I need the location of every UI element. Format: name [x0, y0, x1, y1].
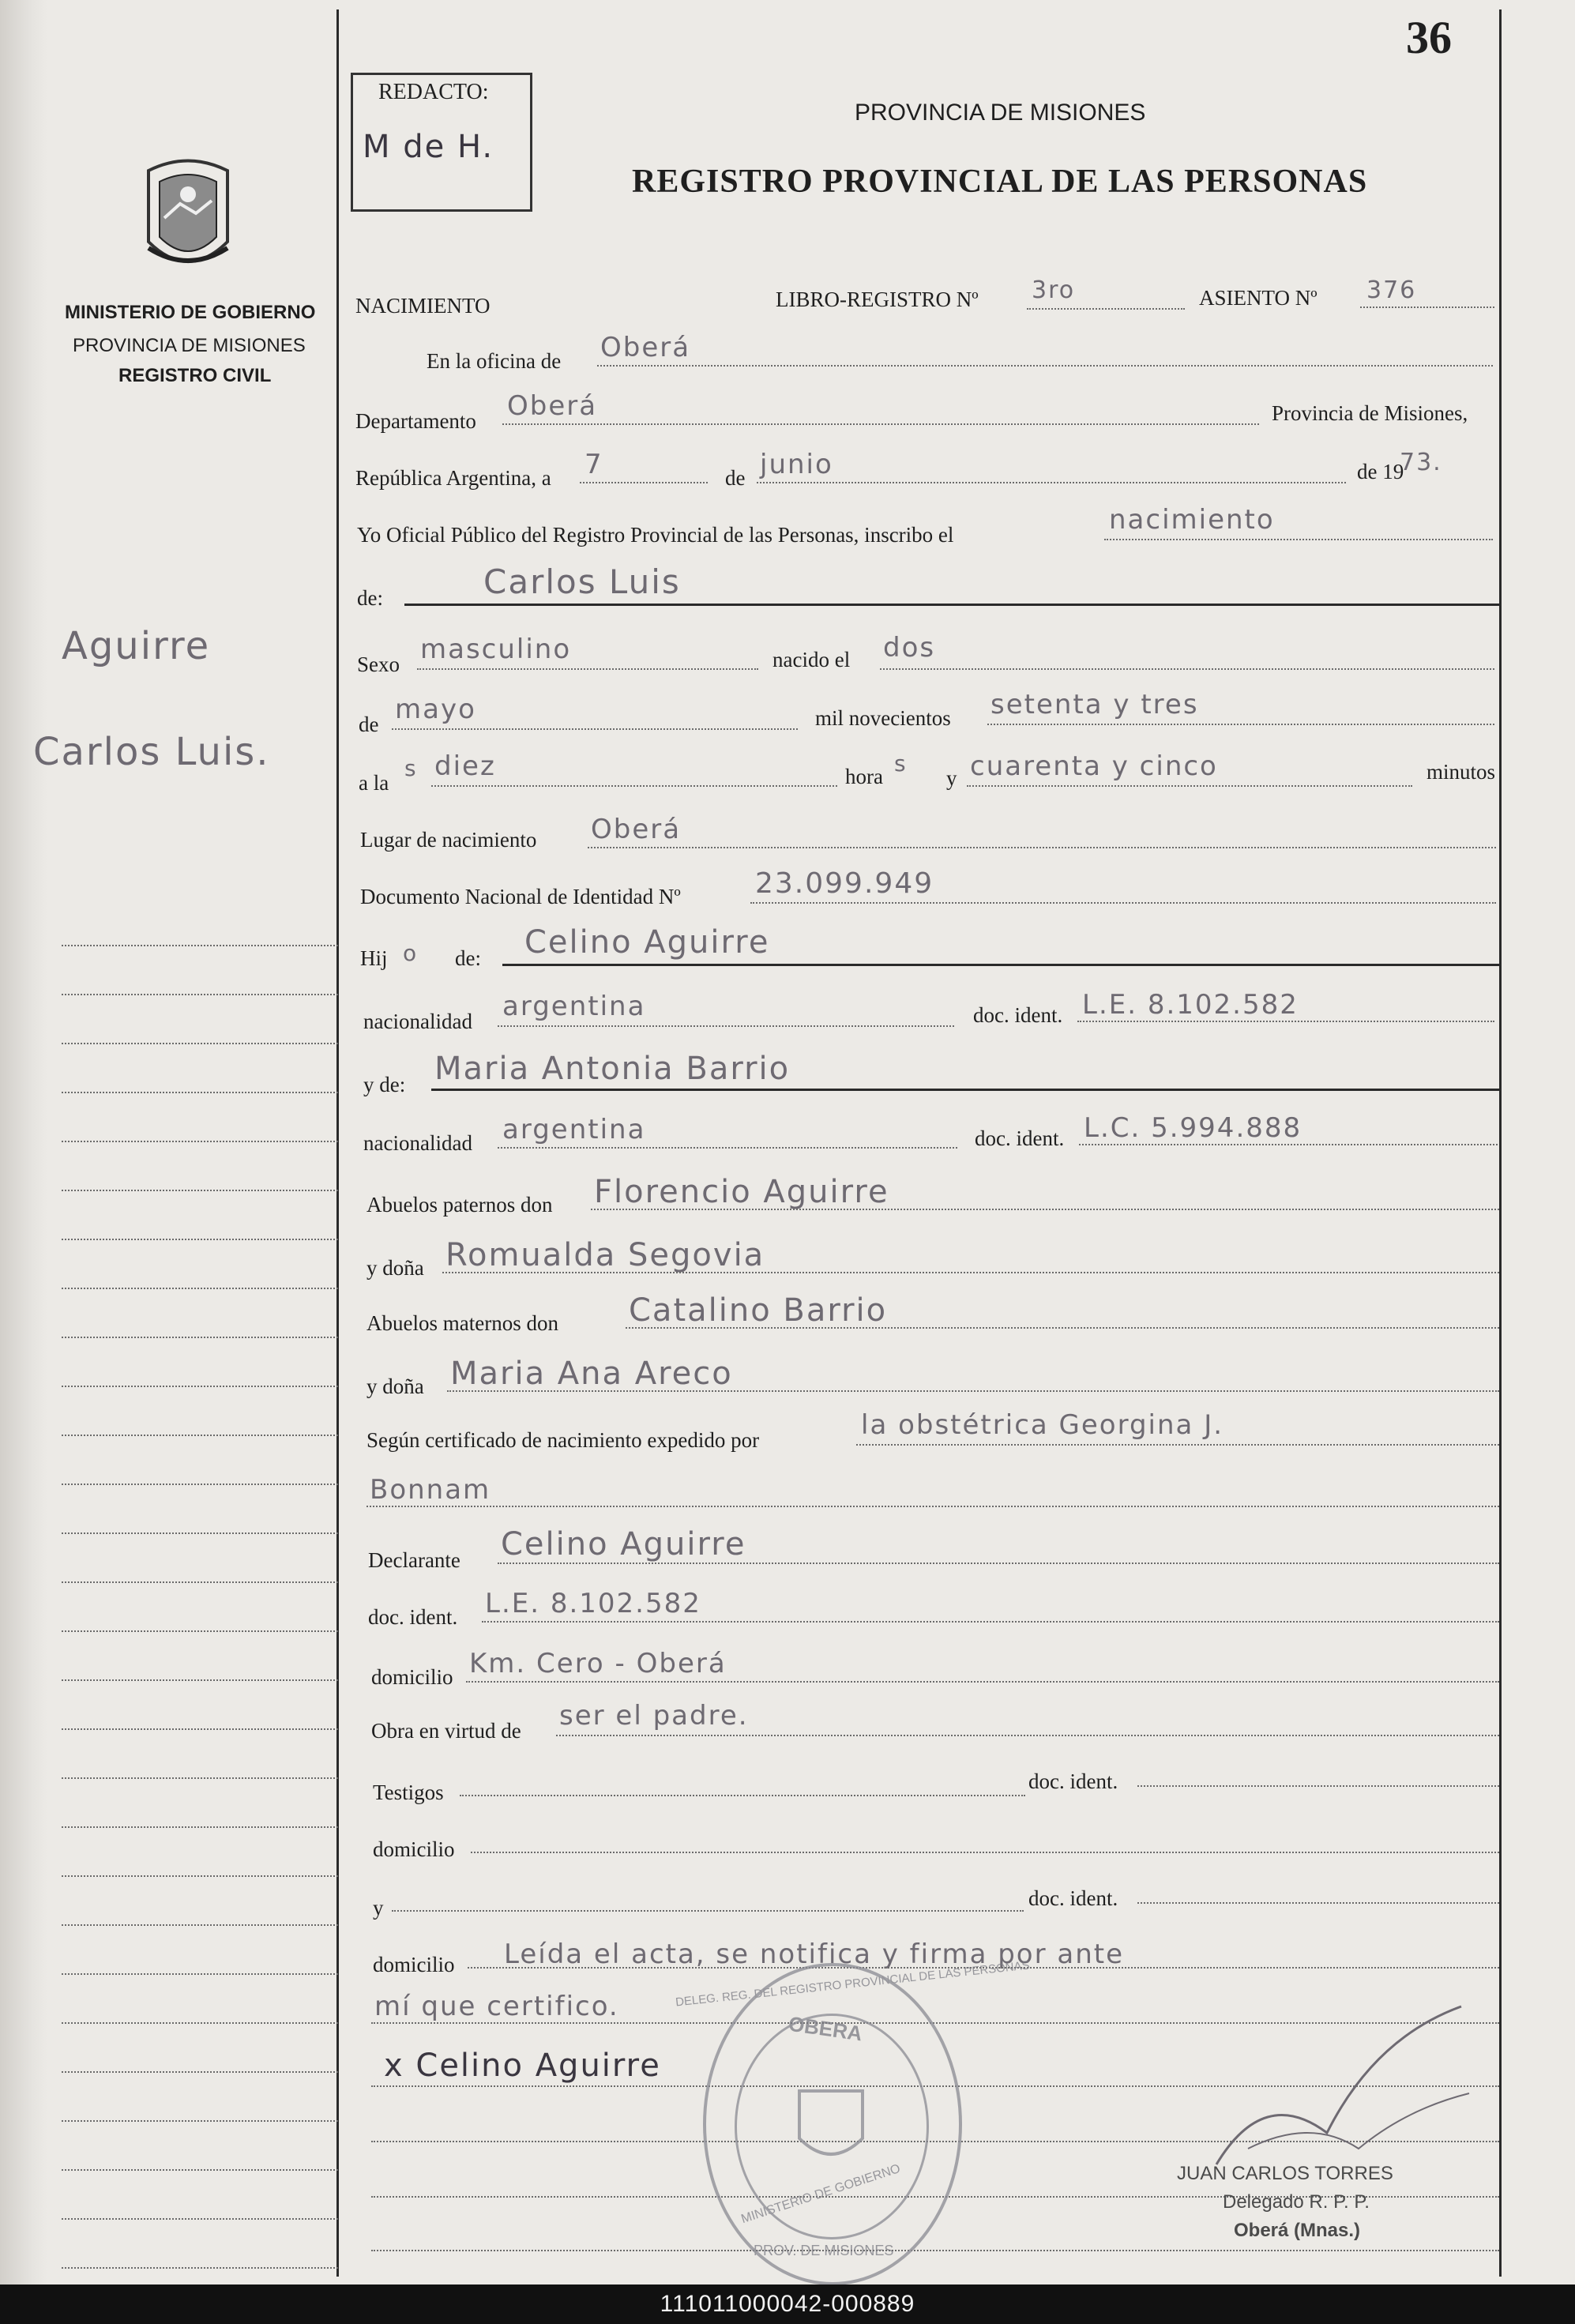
sidebar-ruled-line — [62, 1679, 338, 1681]
declarante-value: Celino Aguirre — [501, 1526, 746, 1562]
hijo-de-label: de: — [455, 946, 481, 970]
sidebar-ruled-line — [62, 1728, 338, 1730]
doct2-label: doc. ident. — [1028, 1886, 1118, 1910]
sidebar-ruled-line — [62, 2169, 338, 2171]
oficina-value: Oberá — [600, 332, 691, 363]
alas-suffix: s — [404, 755, 418, 781]
fill-line — [580, 482, 708, 483]
redacto-value: M de H. — [363, 129, 494, 165]
abpat-value: Florencio Aguirre — [594, 1174, 889, 1210]
anio-value: 73. — [1400, 449, 1442, 476]
minutos-value: cuarenta y cinco — [970, 750, 1218, 782]
declarante-label: Declarante — [368, 1548, 460, 1572]
redacto-box — [351, 73, 532, 212]
sidebar-ruled-line — [62, 1190, 338, 1191]
mes-value: junio — [760, 449, 833, 480]
de3-label: de — [359, 713, 379, 736]
fill-line — [1137, 1902, 1499, 1904]
horas-suffix: s — [894, 750, 908, 777]
dia-value: 7 — [585, 449, 603, 480]
cert-label: Según certificado de nacimiento expedido por — [366, 1428, 760, 1452]
de2-label: de: — [357, 586, 383, 610]
nac2-value: argentina — [502, 1114, 646, 1145]
sidebar-ruled-line — [62, 1141, 338, 1142]
nac1-value: argentina — [502, 991, 646, 1022]
fill-line — [502, 423, 1259, 425]
yde-label: y de: — [363, 1073, 406, 1096]
fill-line — [392, 728, 798, 730]
obra-value: ser el padre. — [559, 1700, 749, 1732]
nacido-label: nacido el — [772, 648, 851, 671]
cert-value2: Bonnam — [370, 1474, 491, 1506]
fill-line — [1104, 539, 1493, 540]
abmat-value: Catalino Barrio — [629, 1292, 888, 1329]
hijo-label: Hij — [360, 946, 388, 970]
leida-value2: mí que certifico. — [374, 1991, 619, 2022]
fill-line — [431, 785, 837, 787]
fill-line — [392, 1910, 1024, 1912]
doc2-label: doc. ident. — [975, 1126, 1065, 1150]
obra-label: Obra en virtud de — [371, 1719, 521, 1743]
fill-line — [967, 785, 1412, 787]
seal-city: OBERA — [787, 2011, 864, 2046]
oficial-cargo: Delegado R. P. P. — [1223, 2191, 1370, 2213]
lugar-label: Lugar de nacimiento — [360, 828, 537, 852]
madre-value: Maria Antonia Barrio — [434, 1051, 791, 1087]
sidebar-ruled-line — [62, 2218, 338, 2220]
firma-declarante: x Celino Aguirre — [384, 2048, 661, 2084]
sidebar-ruled-line — [62, 1777, 338, 1779]
sidebar-ruled-line — [62, 1630, 338, 1632]
fill-line — [626, 1327, 1499, 1329]
header-provincia: PROVINCIA DE MISIONES — [855, 100, 1146, 126]
abmat-label: Abuelos maternos don — [366, 1311, 558, 1335]
libro-value: 3ro — [1032, 276, 1076, 304]
underline-rule — [502, 964, 1501, 966]
fill-line — [757, 482, 1346, 483]
fill-line — [556, 1735, 1499, 1736]
fill-line — [460, 1795, 1025, 1796]
fill-line — [498, 1147, 957, 1149]
anio-label: de 19 — [1357, 460, 1404, 483]
dni-value: 23.099.949 — [755, 867, 934, 900]
oficial-label: Yo Oficial Público del Registro Provincial de las Personas, inscribo el — [357, 523, 954, 547]
y2-label: y — [373, 1896, 384, 1920]
official-seal — [675, 1958, 1031, 2285]
doc2-value: L.C. 5.994.888 — [1084, 1112, 1302, 1144]
milnov-label: mil novecientos — [815, 706, 951, 730]
hora-value: diez — [434, 750, 496, 782]
sidebar-ministerio: MINISTERIO DE GOBIERNO — [65, 302, 316, 323]
sexo-value: masculino — [420, 634, 572, 665]
fill-line — [750, 902, 1496, 904]
padre-value: Celino Aguirre — [524, 924, 770, 961]
fill-line — [597, 365, 1493, 367]
sidebar-registro: REGISTRO CIVIL — [118, 365, 272, 386]
testigos-label: Testigos — [373, 1781, 444, 1804]
seal-shield-icon — [791, 2083, 870, 2170]
abpat-label: Abuelos paternos don — [366, 1193, 553, 1217]
domicilio-value: Km. Cero - Oberá — [469, 1648, 727, 1679]
margin-names: Carlos Luis. — [33, 730, 270, 774]
fill-line — [1077, 1021, 1494, 1022]
doc1-value: L.E. 8.102.582 — [1082, 989, 1299, 1021]
fill-line — [987, 724, 1494, 725]
departamento-value: Oberá — [507, 390, 598, 422]
sidebar-ruled-line — [62, 2022, 338, 2024]
dni-label: Documento Nacional de Identidad Nº — [360, 885, 681, 908]
fill-line — [482, 1621, 1499, 1623]
docdecl-label: doc. ident. — [368, 1605, 458, 1629]
underline-rule — [404, 604, 1499, 606]
ydona2-label: y doña — [366, 1374, 424, 1398]
fill-line — [498, 1025, 954, 1027]
anio-nac-value: setenta y tres — [990, 689, 1199, 720]
doc1-label: doc. ident. — [973, 1003, 1063, 1027]
margin-surname: Aguirre — [62, 624, 211, 668]
departamento-label: Departamento — [355, 409, 476, 433]
nombre-value: Carlos Luis — [483, 562, 681, 601]
right-rule — [1499, 9, 1502, 2277]
footer-code: 111011000042-000889 — [0, 2285, 1575, 2324]
alas-label: a la — [359, 771, 389, 795]
mes-nac-value: mayo — [395, 694, 476, 725]
nac1-label: nacionalidad — [363, 1010, 472, 1033]
seal-bottom-text: PROV. DE MISIONES — [754, 2243, 894, 2258]
oficina-label: En la oficina de — [427, 349, 562, 373]
fill-line — [417, 668, 758, 670]
republica-label: República Argentina, a — [355, 466, 551, 490]
y-label: y — [946, 766, 957, 790]
fill-line — [498, 1562, 1499, 1564]
ydona1-label: y doña — [366, 1256, 424, 1280]
leida-value: Leída el acta, se notifica y firma por ante — [504, 1939, 1125, 1970]
fill-line — [447, 1390, 1499, 1392]
sidebar-ruled-line — [62, 1484, 338, 1485]
nacimiento-label: NACIMIENTO — [355, 294, 491, 318]
fill-line — [591, 1209, 1499, 1210]
fill-line — [880, 668, 1494, 670]
de-label: de — [725, 466, 746, 490]
libro-label: LIBRO-REGISTRO Nº — [776, 288, 979, 311]
fill-line — [366, 1506, 1499, 1507]
sidebar-ruled-line — [62, 1435, 338, 1436]
redacto-label: REDACTO: — [378, 80, 489, 104]
sidebar-ruled-line — [62, 2267, 338, 2269]
oficial-lugar: Oberá (Mnas.) — [1234, 2220, 1361, 2241]
fill-line — [466, 1681, 1499, 1683]
hijo-suffix: o — [403, 940, 419, 966]
sidebar-ruled-line — [62, 1092, 338, 1093]
sidebar-ruled-line — [62, 994, 338, 995]
fill-line — [1079, 1144, 1498, 1145]
nac2-label: nacionalidad — [363, 1131, 472, 1155]
abpat2-value: Romualda Segovia — [445, 1237, 765, 1273]
abmat2-value: Maria Ana Areco — [450, 1356, 733, 1392]
nacido-value: dos — [883, 632, 936, 664]
fill-line — [588, 847, 1496, 848]
sidebar-ruled-line — [62, 1239, 338, 1240]
left-rule — [336, 9, 339, 2277]
lugar-value: Oberá — [591, 814, 682, 845]
sidebar-ruled-line — [62, 1337, 338, 1338]
dom3-label: domicilio — [373, 1953, 455, 1976]
doct1-label: doc. ident. — [1028, 1769, 1118, 1793]
underline-rule — [431, 1089, 1501, 1091]
seal-inner-text: MINISTERIO DE GOBIERNO — [739, 2161, 903, 2227]
horas-label: hora — [845, 765, 883, 788]
sidebar-ruled-line — [62, 2071, 338, 2073]
sidebar-ruled-line — [62, 1875, 338, 1877]
sidebar-provincia: PROVINCIA DE MISIONES — [73, 335, 306, 356]
sidebar-ruled-line — [62, 1924, 338, 1926]
minutos-label: minutos — [1427, 760, 1496, 784]
coat-of-arms-icon — [133, 155, 243, 281]
sexo-label: Sexo — [357, 652, 400, 676]
sidebar-ruled-line — [62, 1043, 338, 1044]
seal-outer-text: DELEG. REG. DEL REGISTRO PROVINCIAL DE LAS PERSONAS — [675, 1958, 1031, 2010]
fill-line — [1027, 308, 1185, 310]
header-registro: REGISTRO PROVINCIAL DE LAS PERSONAS — [632, 164, 1368, 200]
sidebar-ruled-line — [62, 2120, 338, 2122]
asiento-label: ASIENTO Nº — [1199, 286, 1318, 310]
fill-line — [471, 1852, 1499, 1853]
dom2-label: domicilio — [373, 1837, 455, 1861]
fill-line — [856, 1444, 1499, 1446]
fill-line — [371, 2250, 1499, 2251]
sidebar-ruled-line — [62, 1532, 338, 1534]
fill-line — [1360, 306, 1494, 308]
sidebar-ruled-line — [62, 1581, 338, 1583]
provincia-label: Provincia de Misiones, — [1272, 401, 1468, 425]
fill-line — [442, 1272, 1499, 1273]
sidebar-ruled-line — [62, 945, 338, 946]
sidebar-ruled-line — [62, 1973, 338, 1975]
inscribo-value: nacimiento — [1109, 504, 1275, 536]
asiento-value: 376 — [1366, 276, 1417, 304]
oficial-nombre: JUAN CARLOS TORRES — [1177, 2163, 1393, 2184]
fill-line — [1137, 1785, 1499, 1787]
docdecl-value: L.E. 8.102.582 — [485, 1588, 701, 1619]
official-signature-icon — [1201, 1991, 1485, 2180]
domicilio-label: domicilio — [371, 1665, 453, 1689]
sidebar-ruled-line — [62, 1386, 338, 1387]
sidebar-ruled-line — [62, 1826, 338, 1828]
binding-shadow — [0, 0, 47, 2285]
sidebar-ruled-line — [62, 1288, 338, 1289]
cert-value: la obstétrica Georgina J. — [861, 1409, 1224, 1441]
folio-number: 36 — [1406, 12, 1452, 63]
